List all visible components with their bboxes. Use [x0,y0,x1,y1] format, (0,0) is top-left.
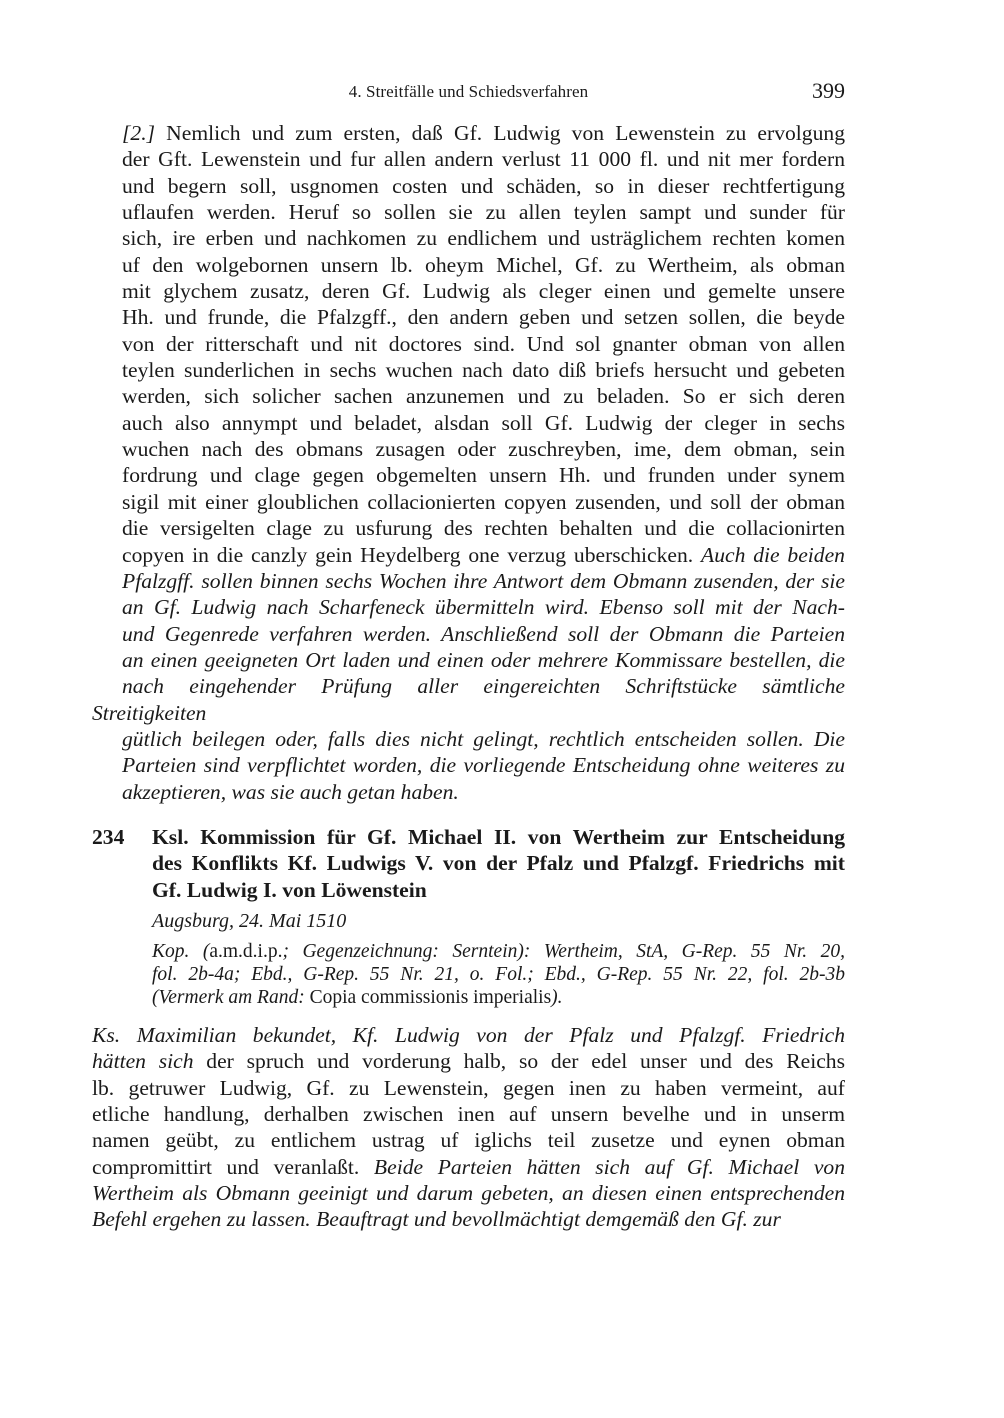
roman-run: mit glychem zusatz, deren Gf. Ludwig als cleger einen und gemelte unsere [122,279,845,304]
italic-run: Kop. ( [152,941,210,962]
italic-run: hätten sich [92,1049,194,1074]
roman-run: sich, ire erben und nachkomen zu endlichem und usträglichem rechten komen [122,226,845,251]
italic-run: nach eingehender Prüfung aller eingereichten Schriftstücke sämtliche Streitigkeiten [92,674,845,725]
roman-run: von der ritterschaft und nit doctores sind. Und sol gnanter obman von allen [122,331,845,356]
italic-run: fol. 2b-4a; Ebd., G-Rep. 55 Nr. 21, o. Fol.; Ebd., G-Rep. 55 Nr. 22, fol. 2b-3b [152,964,845,985]
text-line [92,120,845,146]
italic-run: an einen geeigneten Ort laden und einen oder mehrere Kommissare bestellen, die [122,647,845,672]
text-line [92,278,845,304]
document-title-line: Ksl. Kommission für Gf. Michael II. von Wertheim zur Entscheidung [152,825,845,849]
roman-run: Nemlich und zum ersten, daß Gf. Ludwig von Lewenstein zu ervolgung [155,121,845,145]
roman-run: der spruch und vorderung halb, so der edel unser und des Reichs [193,1049,845,1074]
paragraph-continuation [92,120,845,805]
italic-run: Befehl ergehen zu lassen. Beauftragt und bevollmächtigt demgemäß den Gf. zur [92,1207,781,1232]
text-line [92,621,845,647]
italic-run: (Vermerk am Rand: [152,987,310,1008]
italic-run: Pfalzgff. sollen binnen sechs Wochen ihre Antwort dem Obmann zusenden, der sie [122,568,845,593]
text-line [92,1206,845,1232]
text-line [92,594,845,620]
running-head [92,78,845,108]
text-line [92,304,845,330]
italic-run: und Gegenrede verfahren werden. Anschließend soll der Obmann die Parteien [122,621,845,646]
document-title-line: Gf. Ludwig I. von Löwenstein [152,877,427,902]
roman-run: uflaufen werden. Heruf so sollen sie zu allen teylen sampt und sunder für [122,200,845,225]
roman-run: teylen sunderlichen in sechs wuchen nach dato diß briefs hersucht und gebeten [122,358,845,383]
roman-run: uf den wolgebornen unsern lb. oheym Michel, Gf. zu Wertheim, als obman [122,252,845,277]
document-title-line: des Konflikts Kf. Ludwigs V. von der Pfalz und Pfalzgf. Friedrichs mit [152,851,845,876]
document-source-note [152,940,845,1009]
text-line [92,146,845,172]
roman-run: a.m.d.i.p. [209,941,283,962]
italic-run: Wertheim als Obmann geeinigt und darum gebeten, an diesen einen entsprechenden [92,1181,845,1206]
italic-run: ). [551,987,563,1008]
roman-run: die versigelten clage zu usfurung des rechten behalten und die collacionirten [122,516,845,541]
roman-run: fordrung und clage gegen obgemelten unsern Hh. und frunden under synem [122,463,845,488]
text-line [92,1127,845,1153]
roman-run: compromittirt und veranlaßt. [92,1154,374,1179]
text-line [92,331,845,357]
text-line [92,462,845,488]
italic-run: Auch die beiden [701,542,845,567]
chapter-title: 4. Streitfälle und Schiedsverfahren [348,82,589,101]
roman-run: sigil mit einer gloublichen collacionierten copyen zusenden, und soll der obman [122,489,845,514]
text-line [152,963,845,986]
text-line [92,1154,845,1180]
italic-run: [2.] [122,121,156,145]
text-line [92,647,845,673]
italic-run: ; Gegenzeichnung: Serntein): Wertheim, StA, G-Rep. 55 Nr. 20, [282,941,846,962]
italic-run: akzeptieren, was sie auch getan haben. [122,779,459,804]
document-date-place: Augsburg, 24. Mai 1510 [152,910,347,932]
roman-run: der Gft. Lewenstein und fur allen andern verlust 11 000 fl. und nit mer fordern [122,147,845,172]
roman-run: werden, sich solicher sachen anzunemen und zu beladen. So er sich deren [122,384,845,409]
italic-run: Beide Parteien hätten sich auf Gf. Michael von [373,1154,846,1179]
text-line [92,673,845,726]
text-line [92,542,845,568]
text-line [92,357,845,383]
document-title [152,824,845,903]
text-line [92,1022,845,1048]
italic-run: gütlich beilegen oder, falls dies nicht gelingt, rechtlich entscheiden sollen. Die [122,726,845,751]
italic-run: an Gf. Ludwig nach Scharfeneck übermitteln wird. Ebenso soll mit der Nach- [122,595,845,620]
text-line [92,436,845,462]
document-regest [92,1022,845,1233]
roman-run: auch also annympt und beladet, alsdan soll Gf. Ludwig der cleger in sechs [122,410,845,435]
text-line [92,1180,845,1206]
text-line [92,726,845,752]
text-line [92,383,845,409]
text-line [92,515,845,541]
roman-run: lb. getruwer Ludwig, Gf. zu Lewenstein, gegen inen zu haben vermeint, auf [92,1075,845,1100]
text-line [92,752,845,778]
text-line [92,225,845,251]
text-line [92,252,845,278]
text-line [92,1101,845,1127]
document-heading [92,824,845,903]
text-line [152,986,845,1009]
roman-run: namen geübt, zu entlichem ustrag uf iglichs teil zusetze und eynen obman [92,1128,845,1153]
roman-run: Copia commissionis imperialis [309,987,552,1008]
text-line [92,489,845,515]
text-line [92,568,845,594]
roman-run: Hh. und frunde, die Pfalzgff., den andern geben und setzen sollen, die beyde [122,305,845,330]
roman-run: wuchen nach des obmans zusagen oder zuschreyben, ime, dem obman, sein [122,437,845,462]
text-line [92,410,845,436]
document-number: 234 [92,825,125,849]
roman-run: und begern soll, usgnomen costen und schäden, so in dieser rechtfertigung [122,173,845,198]
text-line [92,173,845,199]
italic-run: Parteien sind verpflichtet worden, die vorliegende Entscheidung ohne weiteres zu [122,753,845,778]
text-line [92,1048,845,1074]
page-number: 399 [812,78,845,103]
italic-run: Ks. Maximilian bekundet, Kf. Ludwig von der Pfalz und Pfalzgf. Friedrich [92,1023,845,1047]
roman-run: etliche handlung, derhalben zwischen inen auf unsern bevelhe und in unserm [92,1102,845,1127]
roman-run: copyen in die canzly gein Heydelberg one verzug uberschicken. [122,542,702,567]
text-line [92,199,845,225]
text-line [92,779,845,805]
text-line [152,940,845,963]
text-line [92,1075,845,1101]
